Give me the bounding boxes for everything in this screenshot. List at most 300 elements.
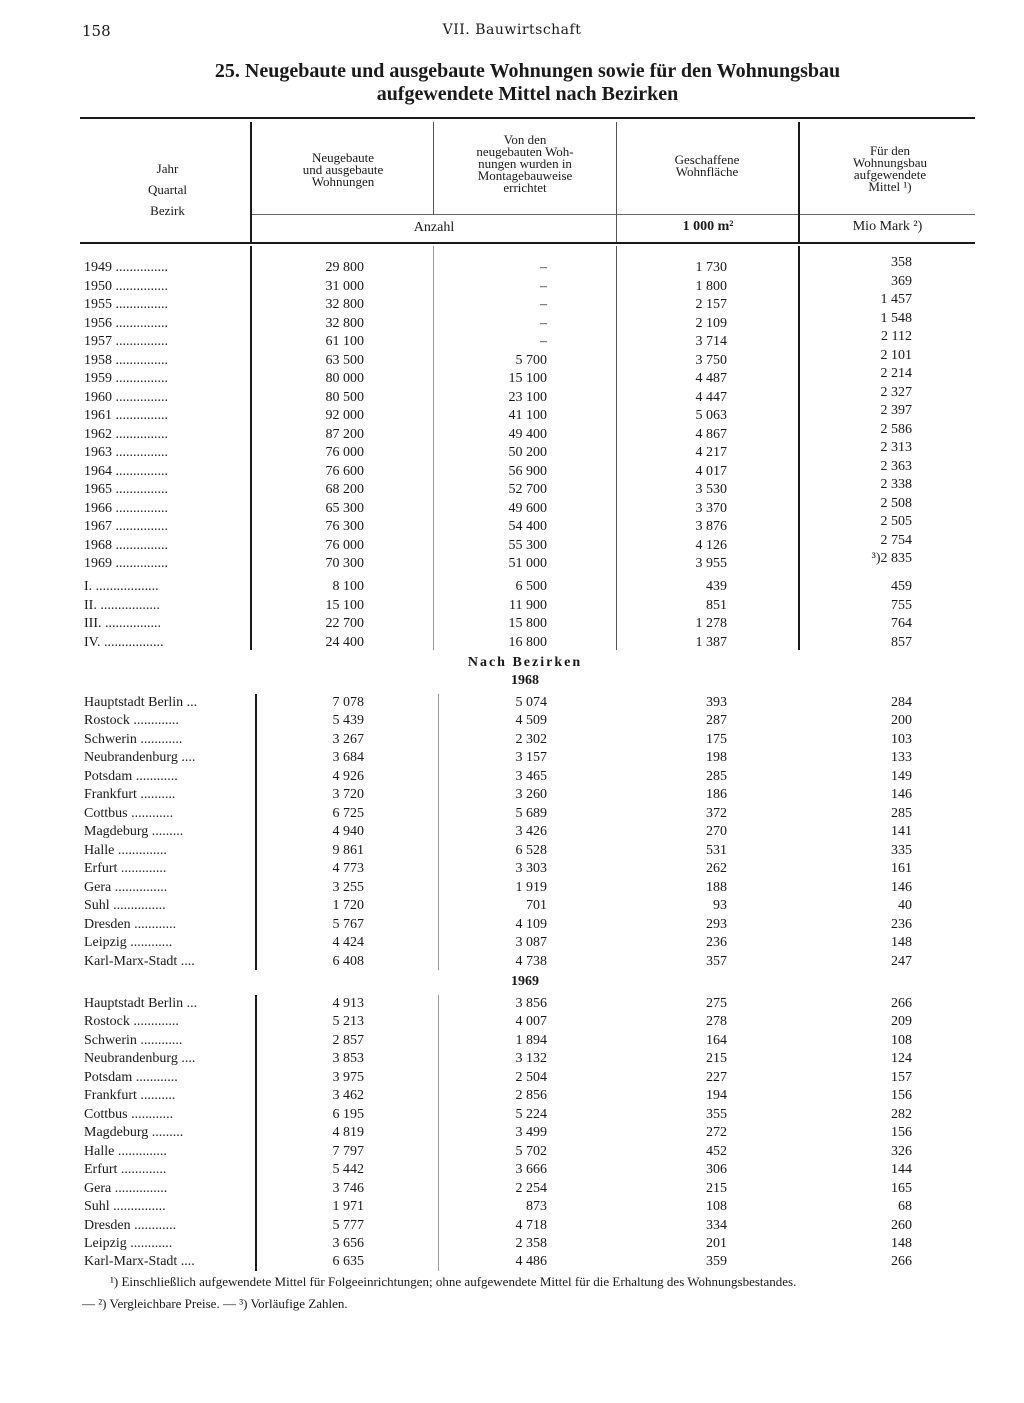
- row-label: 1963 ...............: [84, 445, 168, 460]
- cell-area: 262: [706, 861, 727, 876]
- row-label: 1967 ...............: [84, 519, 168, 534]
- body-divider-4: [798, 246, 800, 650]
- cell-area: 4 017: [695, 464, 727, 479]
- cell-prefab: 2 254: [515, 1181, 547, 1196]
- cell-new-dwellings: 3 255: [332, 880, 364, 895]
- running-head: VII. Bauwirtschaft: [442, 22, 582, 38]
- cell-funds: 200: [891, 713, 912, 728]
- cell-new-dwellings: 24 400: [325, 635, 364, 650]
- cell-funds: 2 754: [880, 533, 912, 548]
- footnote-1: ¹) Einschließlich aufgewendete Mittel für Folgeeinrichtungen; ohne aufgewendete Mittel für die Erhaltung des Wohnungsbestandes.: [110, 1274, 797, 1289]
- cell-funds: 148: [891, 935, 912, 950]
- cell-funds: 2 586: [880, 422, 912, 437]
- cell-new-dwellings: 4 773: [332, 861, 364, 876]
- cell-prefab: 50 200: [508, 445, 547, 460]
- cell-prefab: 3 132: [515, 1051, 547, 1066]
- unit-rule: [252, 214, 975, 215]
- cell-prefab: 6 500: [515, 579, 547, 594]
- col4-header: [805, 145, 975, 193]
- bezirke-divider-1969-b: [438, 995, 439, 1271]
- cell-funds: 236: [891, 917, 912, 932]
- col1-header-line: Wohnungen: [311, 174, 375, 189]
- cell-new-dwellings: 15 100: [325, 598, 364, 613]
- cell-prefab: 51 000: [508, 556, 547, 571]
- cell-area: 393: [706, 695, 727, 710]
- cell-new-dwellings: 6 725: [332, 806, 364, 821]
- cell-funds: 141: [891, 824, 912, 839]
- cell-prefab: 56 900: [508, 464, 547, 479]
- row-label: Halle ..............: [84, 843, 167, 858]
- cell-area: 334: [706, 1218, 727, 1233]
- cell-area: 293: [706, 917, 727, 932]
- cell-funds: 369: [891, 274, 912, 289]
- cell-funds: 2 214: [880, 366, 912, 381]
- bezirke-divider-1968: [255, 694, 257, 970]
- cell-new-dwellings: 3 462: [332, 1088, 364, 1103]
- cell-prefab: 4 509: [515, 713, 547, 728]
- cell-new-dwellings: 4 424: [332, 935, 364, 950]
- cell-funds: 2 363: [880, 459, 912, 474]
- cell-new-dwellings: 6 408: [332, 954, 364, 969]
- col3-header: [622, 154, 792, 178]
- row-label: Suhl ...............: [84, 898, 166, 913]
- cell-new-dwellings: 7 797: [332, 1144, 364, 1159]
- cell-new-dwellings: 32 800: [325, 297, 364, 312]
- cell-funds: 161: [891, 861, 912, 876]
- col2-header-line: errichtet: [503, 180, 547, 195]
- cell-area: 1 278: [695, 616, 727, 631]
- cell-funds: 764: [891, 616, 912, 631]
- row-label: Dresden ............: [84, 917, 177, 932]
- row-label: 1950 ...............: [84, 279, 168, 294]
- cell-area: 272: [706, 1125, 727, 1140]
- cell-area: 201: [706, 1236, 727, 1251]
- cell-area: 306: [706, 1162, 727, 1177]
- cell-funds: 157: [891, 1070, 912, 1085]
- cell-funds: 133: [891, 750, 912, 765]
- header-divider-3: [616, 122, 617, 242]
- cell-area: 1 730: [695, 260, 727, 275]
- row-label: Rostock .............: [84, 713, 179, 728]
- cell-funds: 1 457: [880, 292, 912, 307]
- cell-area: 215: [706, 1051, 727, 1066]
- cell-prefab: 3 499: [515, 1125, 547, 1140]
- cell-area: 227: [706, 1070, 727, 1085]
- cell-funds: 266: [891, 996, 912, 1011]
- row-label: Gera ...............: [84, 880, 168, 895]
- cell-new-dwellings: 3 684: [332, 750, 364, 765]
- page-number: 158: [82, 22, 111, 40]
- cell-funds: 40: [898, 898, 912, 913]
- cell-funds: 260: [891, 1218, 912, 1233]
- cell-prefab: 55 300: [508, 538, 547, 553]
- cell-area: 3 876: [695, 519, 727, 534]
- cell-new-dwellings: 87 200: [325, 427, 364, 442]
- cell-area: 188: [706, 880, 727, 895]
- cell-area: 1 387: [695, 635, 727, 650]
- cell-funds: 857: [891, 635, 912, 650]
- row-label: Potsdam ............: [84, 1070, 178, 1085]
- cell-funds: 2 313: [880, 440, 912, 455]
- cell-funds: 247: [891, 954, 912, 969]
- cell-prefab: 701: [526, 898, 547, 913]
- stub-jahr: Jahr: [156, 161, 179, 176]
- cell-new-dwellings: 6 195: [332, 1107, 364, 1122]
- row-label: Schwerin ............: [84, 1033, 183, 1048]
- col1-header-line: und ausgebaute: [302, 162, 384, 177]
- cell-funds: 2 505: [880, 514, 912, 529]
- body-divider-3: [616, 246, 617, 650]
- cell-prefab: 52 700: [508, 482, 547, 497]
- row-label: Rostock .............: [84, 1014, 179, 1029]
- cell-prefab: 11 900: [509, 598, 547, 613]
- row-label: Karl-Marx-Stadt ....: [84, 1254, 195, 1269]
- cell-new-dwellings: 31 000: [325, 279, 364, 294]
- cell-funds: 755: [891, 598, 912, 613]
- cell-new-dwellings: 6 635: [332, 1254, 364, 1269]
- cell-area: 3 530: [695, 482, 727, 497]
- col2-header-line: neugebauten Woh-: [476, 144, 574, 159]
- cell-prefab: 16 800: [508, 635, 547, 650]
- cell-new-dwellings: 63 500: [325, 353, 364, 368]
- row-label: 1962 ...............: [84, 427, 168, 442]
- col2-header-line: Von den: [503, 132, 547, 147]
- row-label: IV. .................: [84, 635, 164, 650]
- cell-area: 3 750: [695, 353, 727, 368]
- cell-prefab: 41 100: [508, 408, 547, 423]
- row-label: 1969 ...............: [84, 556, 168, 571]
- cell-prefab: 5 224: [515, 1107, 547, 1122]
- cell-prefab: –: [540, 260, 547, 275]
- cell-new-dwellings: 3 720: [332, 787, 364, 802]
- cell-area: 439: [706, 579, 727, 594]
- cell-new-dwellings: 3 656: [332, 1236, 364, 1251]
- cell-area: 3 714: [695, 334, 727, 349]
- cell-new-dwellings: 4 940: [332, 824, 364, 839]
- cell-funds: 284: [891, 695, 912, 710]
- row-label: Frankfurt ..........: [84, 1088, 176, 1103]
- cell-new-dwellings: 9 861: [332, 843, 364, 858]
- cell-new-dwellings: 32 800: [325, 316, 364, 331]
- row-label: III. ................: [84, 616, 161, 631]
- cell-new-dwellings: 3 746: [332, 1181, 364, 1196]
- cell-area: 194: [706, 1088, 727, 1103]
- cell-prefab: 3 465: [515, 769, 547, 784]
- cell-funds: 335: [891, 843, 912, 858]
- row-label: Cottbus ............: [84, 1107, 174, 1122]
- cell-new-dwellings: 80 000: [325, 371, 364, 386]
- cell-funds: 103: [891, 732, 912, 747]
- cell-prefab: 1 919: [515, 880, 547, 895]
- unit-anzahl: Anzahl: [413, 220, 455, 235]
- cell-funds: 358: [891, 255, 912, 270]
- cell-funds: 266: [891, 1254, 912, 1269]
- cell-area: 355: [706, 1107, 727, 1122]
- cell-prefab: 2 358: [515, 1236, 547, 1251]
- body-divider-2: [433, 246, 434, 650]
- cell-prefab: 873: [526, 1199, 547, 1214]
- cell-new-dwellings: 3 975: [332, 1070, 364, 1085]
- row-label: Erfurt .............: [84, 861, 167, 876]
- cell-prefab: 4 109: [515, 917, 547, 932]
- cell-area: 175: [706, 732, 727, 747]
- stub-quartal: Quartal: [148, 182, 187, 197]
- cell-prefab: 3 856: [515, 996, 547, 1011]
- cell-funds: 144: [891, 1162, 912, 1177]
- cell-funds: 326: [891, 1144, 912, 1159]
- cell-area: 270: [706, 824, 727, 839]
- cell-funds: 209: [891, 1014, 912, 1029]
- section-heading: Nach Bezirken: [467, 655, 583, 670]
- cell-prefab: 23 100: [508, 390, 547, 405]
- cell-prefab: 5 700: [515, 353, 547, 368]
- row-label: Hauptstadt Berlin ...: [84, 996, 198, 1011]
- cell-prefab: –: [540, 316, 547, 331]
- cell-funds: 2 101: [880, 348, 912, 363]
- cell-funds: 165: [891, 1181, 912, 1196]
- row-label: 1959 ...............: [84, 371, 168, 386]
- row-label: Neubrandenburg ....: [84, 750, 196, 765]
- cell-funds: 1 548: [880, 311, 912, 326]
- row-label: Halle ..............: [84, 1144, 167, 1159]
- cell-new-dwellings: 5 777: [332, 1218, 364, 1233]
- cell-area: 4 487: [695, 371, 727, 386]
- cell-prefab: 2 302: [515, 732, 547, 747]
- row-label: 1955 ...............: [84, 297, 168, 312]
- cell-new-dwellings: 2 857: [332, 1033, 364, 1048]
- cell-prefab: 4 007: [515, 1014, 547, 1029]
- cell-area: 4 217: [695, 445, 727, 460]
- row-label: Suhl ...............: [84, 1199, 166, 1214]
- cell-area: 851: [706, 598, 727, 613]
- cell-new-dwellings: 4 819: [332, 1125, 364, 1140]
- cell-new-dwellings: 92 000: [325, 408, 364, 423]
- row-label: 1964 ...............: [84, 464, 168, 479]
- row-label: 1958 ...............: [84, 353, 168, 368]
- cell-prefab: 3 087: [515, 935, 547, 950]
- stub-header: [110, 158, 225, 221]
- cell-area: 236: [706, 935, 727, 950]
- cell-prefab: 2 856: [515, 1088, 547, 1103]
- cell-area: 3 955: [695, 556, 727, 571]
- cell-prefab: –: [540, 334, 547, 349]
- row-label: 1956 ...............: [84, 316, 168, 331]
- col4-header-line: Für den: [869, 143, 911, 158]
- cell-new-dwellings: 76 600: [325, 464, 364, 479]
- col1-header: [258, 152, 428, 188]
- cell-new-dwellings: 76 300: [325, 519, 364, 534]
- cell-area: 372: [706, 806, 727, 821]
- row-label: Karl-Marx-Stadt ....: [84, 954, 195, 969]
- year-heading-1969: 1969: [511, 974, 539, 989]
- row-label: Magdeburg .........: [84, 1125, 184, 1140]
- cell-funds: 108: [891, 1033, 912, 1048]
- cell-new-dwellings: 1 971: [332, 1199, 364, 1214]
- cell-area: 531: [706, 843, 727, 858]
- cell-new-dwellings: 70 300: [325, 556, 364, 571]
- cell-area: 4 867: [695, 427, 727, 442]
- cell-prefab: 15 800: [508, 616, 547, 631]
- cell-new-dwellings: 65 300: [325, 501, 364, 516]
- col3-header-line: Wohnfläche: [675, 164, 739, 179]
- row-label: Dresden ............: [84, 1218, 177, 1233]
- cell-new-dwellings: 80 500: [325, 390, 364, 405]
- col4-header-line: aufgewendete: [853, 167, 927, 182]
- cell-area: 275: [706, 996, 727, 1011]
- cell-area: 108: [706, 1199, 727, 1214]
- cell-funds: 149: [891, 769, 912, 784]
- cell-area: 186: [706, 787, 727, 802]
- cell-new-dwellings: 29 800: [325, 260, 364, 275]
- row-label: 1949 ...............: [84, 260, 168, 275]
- cell-funds: 285: [891, 806, 912, 821]
- cell-funds: 156: [891, 1125, 912, 1140]
- cell-prefab: 3 426: [515, 824, 547, 839]
- footnotes: [82, 1271, 1002, 1315]
- cell-new-dwellings: 76 000: [325, 538, 364, 553]
- top-rule: [80, 117, 975, 119]
- col4-header-line: Mittel ¹): [868, 179, 912, 194]
- title-line-1: 25. Neugebaute und ausgebaute Wohnungen sowie für den Wohnungsbau: [214, 60, 841, 82]
- row-label: Neubrandenburg ....: [84, 1051, 196, 1066]
- title-line-2: aufgewendete Mittel nach Bezirken: [376, 83, 679, 105]
- cell-funds: 156: [891, 1088, 912, 1103]
- cell-prefab: 3 303: [515, 861, 547, 876]
- cell-area: 164: [706, 1033, 727, 1048]
- cell-new-dwellings: 5 767: [332, 917, 364, 932]
- cell-funds: 282: [891, 1107, 912, 1122]
- cell-prefab: 6 528: [515, 843, 547, 858]
- cell-new-dwellings: 5 442: [332, 1162, 364, 1177]
- row-label: 1968 ...............: [84, 538, 168, 553]
- cell-prefab: 4 718: [515, 1218, 547, 1233]
- cell-new-dwellings: 4 913: [332, 996, 364, 1011]
- cell-funds: 124: [891, 1051, 912, 1066]
- bezirke-divider-1969: [255, 995, 257, 1271]
- row-label: Schwerin ............: [84, 732, 183, 747]
- cell-funds: 148: [891, 1236, 912, 1251]
- cell-prefab: 5 702: [515, 1144, 547, 1159]
- cell-prefab: 5 074: [515, 695, 547, 710]
- cell-prefab: 49 600: [508, 501, 547, 516]
- cell-new-dwellings: 8 100: [332, 579, 364, 594]
- col1-header-line: Neugebaute: [311, 150, 375, 165]
- row-label: Leipzig ............: [84, 935, 173, 950]
- cell-prefab: 3 260: [515, 787, 547, 802]
- cell-new-dwellings: 76 000: [325, 445, 364, 460]
- year-heading-1968: 1968: [511, 673, 539, 688]
- cell-prefab: 15 100: [508, 371, 547, 386]
- cell-prefab: 49 400: [508, 427, 547, 442]
- row-label: 1957 ...............: [84, 334, 168, 349]
- cell-prefab: 2 504: [515, 1070, 547, 1085]
- cell-prefab: 4 738: [515, 954, 547, 969]
- cell-prefab: –: [540, 297, 547, 312]
- cell-new-dwellings: 61 100: [325, 334, 364, 349]
- cell-prefab: 54 400: [508, 519, 547, 534]
- cell-new-dwellings: 5 213: [332, 1014, 364, 1029]
- row-label: Potsdam ............: [84, 769, 178, 784]
- cell-funds: 2 338: [880, 477, 912, 492]
- cell-area: 4 126: [695, 538, 727, 553]
- cell-funds: 2 327: [880, 385, 912, 400]
- cell-area: 1 800: [695, 279, 727, 294]
- row-label: II. .................: [84, 598, 160, 613]
- body-divider-1: [250, 246, 252, 650]
- cell-new-dwellings: 1 720: [332, 898, 364, 913]
- cell-new-dwellings: 3 267: [332, 732, 364, 747]
- cell-new-dwellings: 22 700: [325, 616, 364, 631]
- cell-funds: 459: [891, 579, 912, 594]
- cell-area: 93: [713, 898, 727, 913]
- row-label: 1960 ...............: [84, 390, 168, 405]
- cell-area: 357: [706, 954, 727, 969]
- table-title: [80, 60, 975, 106]
- cell-funds: 68: [898, 1199, 912, 1214]
- col2-header-line: nungen wurden in: [478, 156, 572, 171]
- cell-prefab: 3 157: [515, 750, 547, 765]
- cell-area: 215: [706, 1181, 727, 1196]
- cell-prefab: 3 666: [515, 1162, 547, 1177]
- cell-new-dwellings: 3 853: [332, 1051, 364, 1066]
- cell-area: 285: [706, 769, 727, 784]
- cell-prefab: –: [540, 279, 547, 294]
- row-label: Leipzig ............: [84, 1236, 173, 1251]
- cell-funds: 2 508: [880, 496, 912, 511]
- cell-prefab: 5 689: [515, 806, 547, 821]
- cell-area: 4 447: [695, 390, 727, 405]
- row-label: Erfurt .............: [84, 1162, 167, 1177]
- cell-funds: ³)2 835: [871, 551, 912, 566]
- row-label: Hauptstadt Berlin ...: [84, 695, 198, 710]
- cell-area: 452: [706, 1144, 727, 1159]
- col2-header: [440, 134, 610, 194]
- cell-prefab: 1 894: [515, 1033, 547, 1048]
- cell-area: 198: [706, 750, 727, 765]
- cell-funds: 146: [891, 787, 912, 802]
- header-bottom-rule: [80, 242, 975, 244]
- row-label: Frankfurt ..........: [84, 787, 176, 802]
- cell-area: 2 109: [695, 316, 727, 331]
- cell-area: 287: [706, 713, 727, 728]
- cell-funds: 2 112: [881, 329, 912, 344]
- stub-bezirk: Bezirk: [150, 203, 185, 218]
- row-label: Cottbus ............: [84, 806, 174, 821]
- col2-header-line: Montagebauweise: [477, 168, 573, 183]
- row-label: Magdeburg .........: [84, 824, 184, 839]
- cell-area: 359: [706, 1254, 727, 1269]
- header-divider-2: [433, 122, 434, 214]
- cell-new-dwellings: 4 926: [332, 769, 364, 784]
- row-label: 1966 ...............: [84, 501, 168, 516]
- unit-money: Mio Mark ²): [852, 219, 923, 234]
- cell-area: 278: [706, 1014, 727, 1029]
- footnote-2: — ²) Vergleichbare Preise. — ³) Vorläufige Zahlen.: [82, 1296, 348, 1311]
- cell-prefab: 4 486: [515, 1254, 547, 1269]
- row-label: Gera ...............: [84, 1181, 168, 1196]
- cell-funds: 146: [891, 880, 912, 895]
- row-label: I. ..................: [84, 579, 159, 594]
- row-label: 1965 ...............: [84, 482, 168, 497]
- row-label: 1961 ...............: [84, 408, 168, 423]
- cell-new-dwellings: 5 439: [332, 713, 364, 728]
- unit-area: 1 000 m²: [682, 219, 734, 234]
- cell-area: 5 063: [695, 408, 727, 423]
- bezirke-divider-1968-b: [438, 694, 439, 970]
- cell-area: 2 157: [695, 297, 727, 312]
- col3-header-line: Geschaffene: [674, 152, 740, 167]
- cell-new-dwellings: 68 200: [325, 482, 364, 497]
